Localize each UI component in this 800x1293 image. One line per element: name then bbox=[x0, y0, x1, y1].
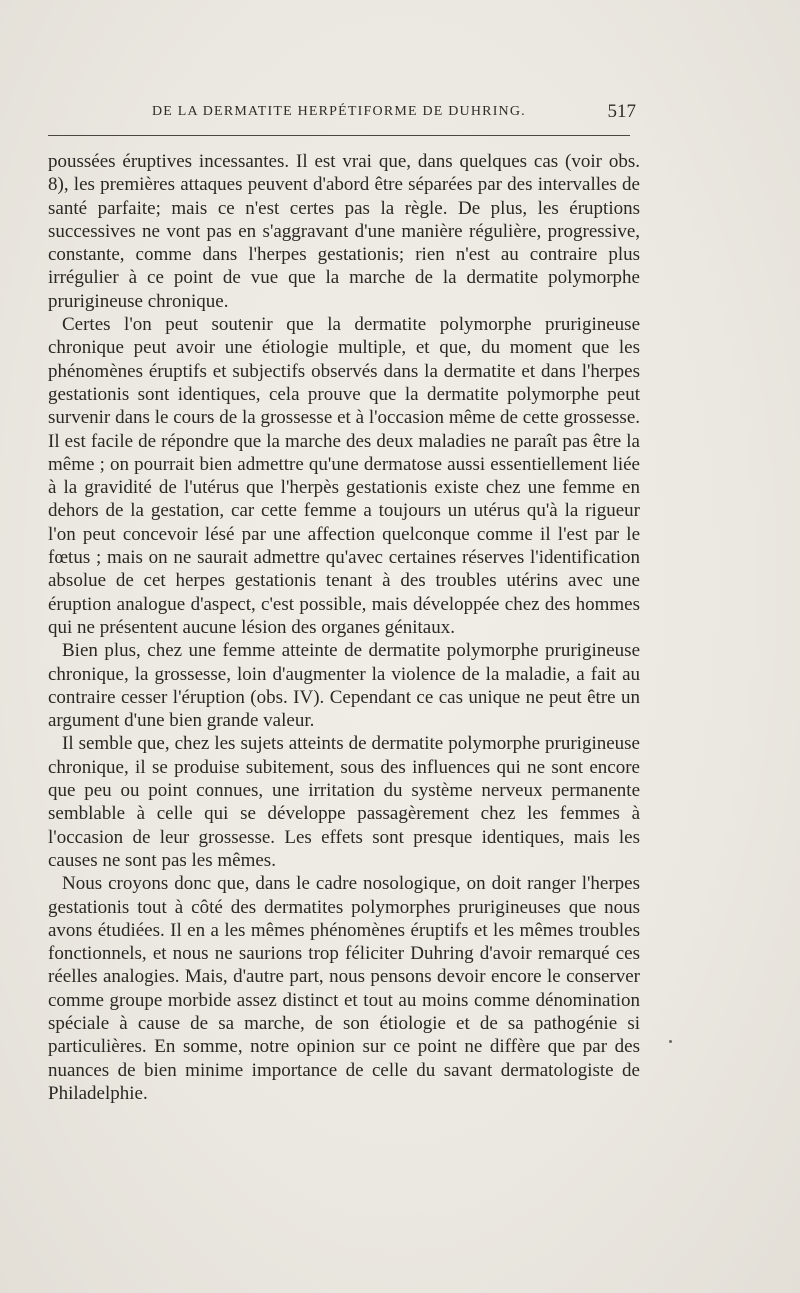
ink-speck bbox=[669, 1040, 672, 1043]
paragraph: poussées éruptives incessantes. Il est vrai que, dans quelques cas (voir obs. 8), les premières attaques peuvent d'abord être séparées par des intervalles de santé parfaite; mais ce n'est certes pas la règle. De plus, les éruptions successives ne vont pas en s'aggravant d'une manière régulière, progressive, constante, comme dans l'herpes gestationis; rien n'est au contraire plus irrégulier à ce point de vue que la marche de la dermatite polymorphe prurigineuse chronique. bbox=[48, 151, 640, 312]
header-rule bbox=[48, 135, 630, 136]
paragraph: Il semble que, chez les sujets atteints de dermatite polymorphe prurigineuse chronique, il se produise subitement, sous des influences qui ne sont encore que peu ou point connues, une irritation du système nerveux permanente semblable à celle qui se développe passagèrement chez les femmes à l'occasion de leur grossesse. Les effets sont presque identiques, mais les causes ne sont pas les mêmes. bbox=[48, 733, 640, 871]
body-text bbox=[48, 150, 640, 1105]
paragraph: Bien plus, chez une femme atteinte de dermatite polymorphe prurigineuse chronique, la grossesse, loin d'augmenter la violence de la maladie, a fait au contraire cesser l'éruption (obs. IV). Cependant ce cas unique ne peut être un argument d'une bien grande valeur. bbox=[48, 640, 640, 732]
running-head bbox=[48, 101, 640, 128]
paragraph: Certes l'on peut soutenir que la dermatite polymorphe prurigineuse chronique peut avoir une étiologie multiple, et que, du moment que les phénomènes éruptifs et subjectifs observés dans la dermatite et dans l'herpes gestationis sont identiques, cela prouve que la dermatite polymorphe peut survenir dans le cours de la grossesse et à l'occasion même de cette grossesse. Il est facile de répondre que la marche des deux maladies ne paraît pas être la même ; on pourrait bien admettre qu'une dermatose aussi essentiellement liée à la gravidité de l'utérus que l'herpès gestationis existe chez une femme en dehors de la gestation, car cette femme a toujours un utérus qu'à la rigueur l'on peut concevoir lésé par une affection quelconque comme il l'est par le fœtus ; mais on ne saurait admettre qu'avec certaines réserves l'identification absolue de cet herpes gestationis tenant à des troubles utérins avec une éruption analogue d'aspect, c'est possible, mais développée chez des hommes qui ne présentent aucune lésion des organes génitaux. bbox=[48, 314, 640, 638]
page-number: 517 bbox=[607, 101, 636, 122]
running-title: DE LA DERMATITE HERPÉTIFORME DE DUHRING. bbox=[152, 104, 526, 119]
paragraph: Nous croyons donc que, dans le cadre nosologique, on doit ranger l'herpes gestationis tout à côté des dermatites polymorphes prurigineuses que nous avons étudiées. Il en a les mêmes phénomènes éruptifs et les mêmes troubles fonctionnels, et nous ne saurions trop féliciter Duhring d'avoir remarqué ces réelles analogies. Mais, d'autre part, nous pensons devoir encore le conserver comme groupe morbide assez distinct et tout au moins comme dénomination spéciale à cause de sa marche, de son étiologie et de sa pathogénie si particulières. En somme, notre opinion sur ce point ne diffère que par des nuances de bien minime importance de celle du savant dermatologiste de Philadelphie. bbox=[48, 873, 640, 1104]
